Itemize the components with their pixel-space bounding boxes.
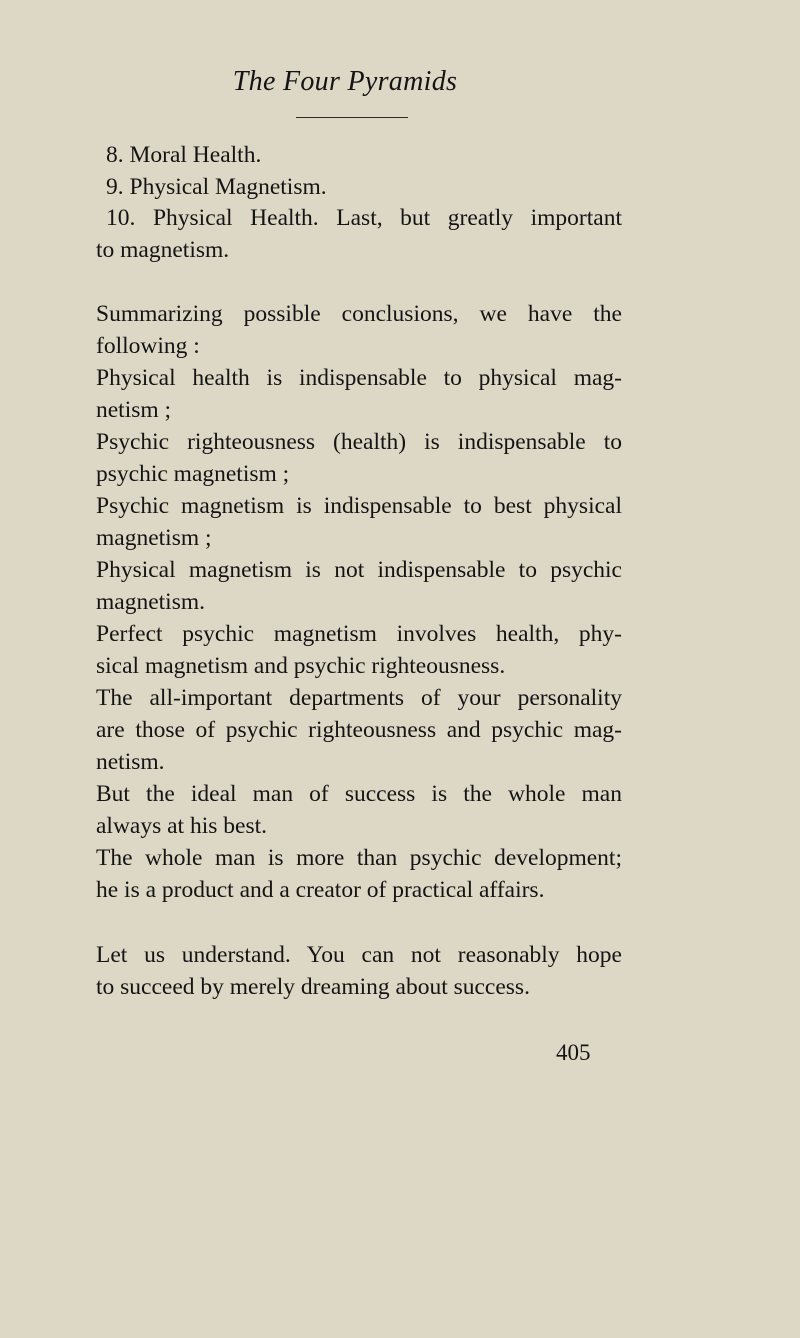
running-head: The Four Pyramids <box>232 66 458 97</box>
page-number: 405 <box>556 1040 591 1065</box>
text-line: Physical health is indispensable to physical mag- <box>96 365 622 391</box>
text-line: to succeed by merely dreaming about success. <box>96 974 530 1000</box>
list-item-8: 8. Moral Health. <box>106 142 262 168</box>
text-line: he is a product and a creator of practical affairs. <box>96 877 545 903</box>
text-line: The all-important departments of your personality <box>96 685 622 711</box>
text-line: Perfect psychic magnetism involves health, phy- <box>96 621 622 647</box>
text-line: netism ; <box>96 397 172 423</box>
text-line: Psychic magnetism is indispensable to best physical <box>96 493 622 519</box>
text-line: Let us understand. You can not reasonably hope <box>96 942 622 968</box>
text-line: The whole man is more than psychic development; <box>96 845 622 871</box>
list-item-9: 9. Physical Magnetism. <box>106 174 327 200</box>
text-line: psychic magnetism ; <box>96 461 290 487</box>
text-line: following : <box>96 333 200 359</box>
text-line: are those of psychic righteousness and psychic mag- <box>96 717 622 743</box>
list-item-10: 10. Physical Health. Last, but greatly important <box>106 205 622 231</box>
text-line: Physical magnetism is not indispensable to psychic <box>96 557 622 583</box>
head-rule <box>296 117 408 118</box>
text-line: netism. <box>96 749 165 775</box>
text-line: sical magnetism and psychic righteousness. <box>96 653 506 679</box>
text-line: magnetism ; <box>96 525 212 551</box>
text-line: But the ideal man of success is the whole man <box>96 781 622 807</box>
text-line: Psychic righteousness (health) is indispensable to <box>96 429 622 455</box>
text-line: Summarizing possible conclusions, we have the <box>96 301 622 327</box>
text-line: always at his best. <box>96 813 267 839</box>
text-line: magnetism. <box>96 589 205 615</box>
text-line: to magnetism. <box>96 237 230 263</box>
